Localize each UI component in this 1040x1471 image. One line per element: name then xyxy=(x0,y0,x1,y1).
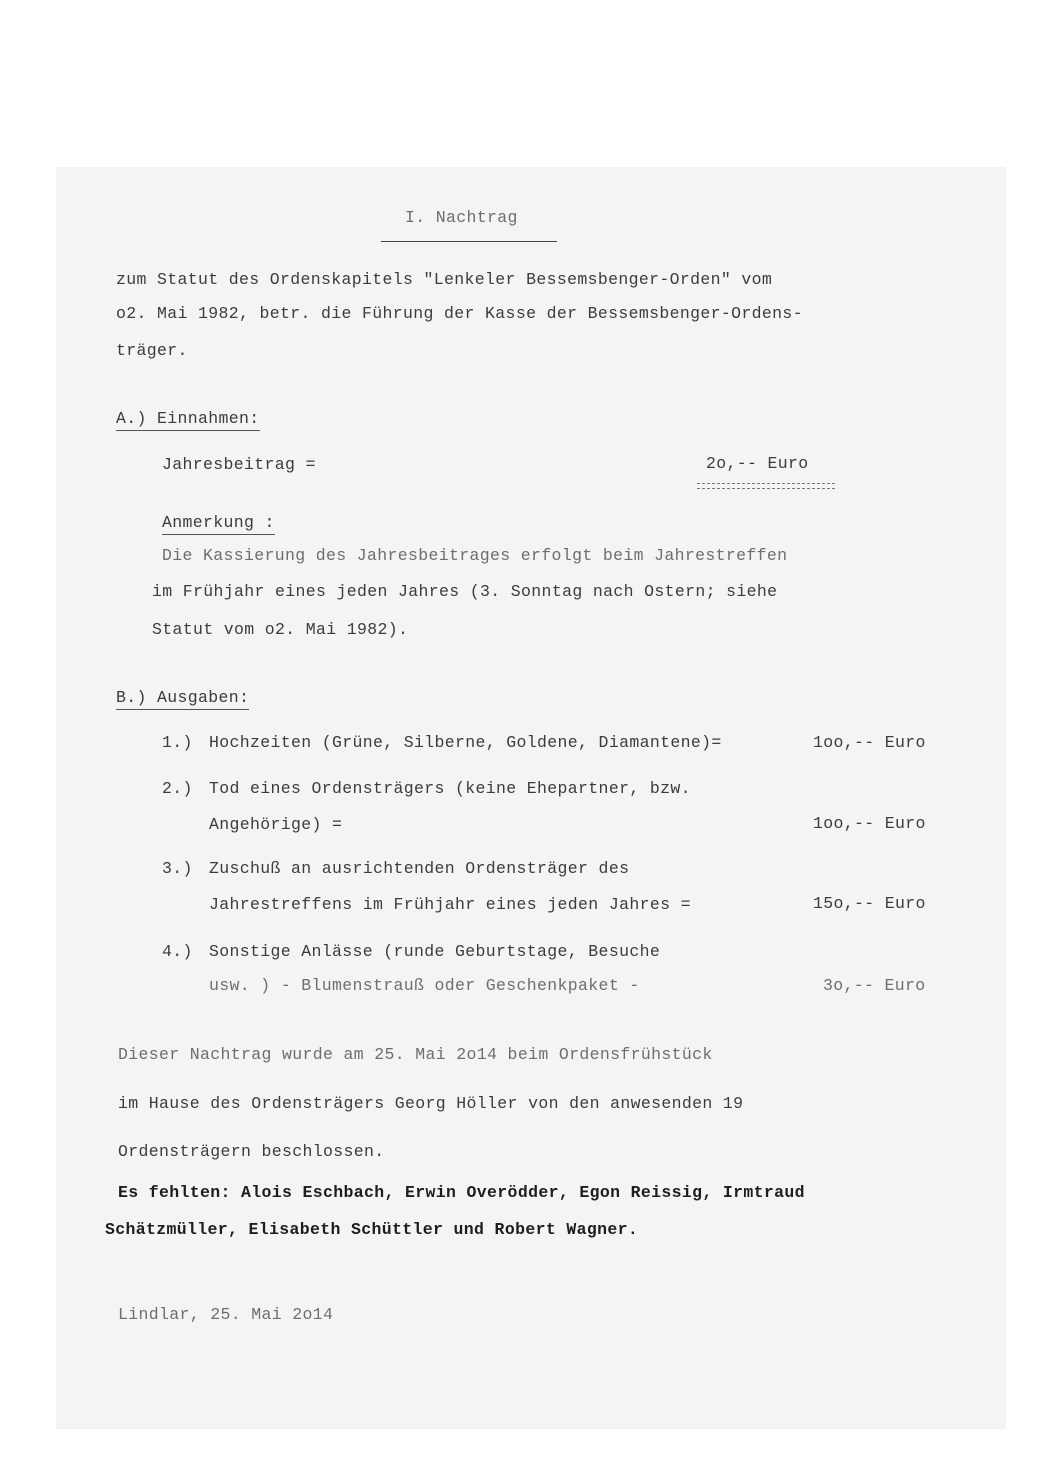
expense-1-number: 1.) xyxy=(162,733,193,752)
resolution-line-3: Ordensträgern beschlossen. xyxy=(118,1142,385,1161)
expense-1-line-1: Hochzeiten (Grüne, Silberne, Goldene, Diamantene)= xyxy=(209,733,722,752)
intro-line-2: o2. Mai 1982, betr. die Führung der Kasse der Bessemsbenger-Ordens- xyxy=(116,304,803,323)
document-title: I. Nachtrag xyxy=(405,208,518,227)
section-b-heading: B.) Ausgaben: xyxy=(116,688,249,710)
expense-4-number: 4.) xyxy=(162,942,193,961)
expense-4-amount: 3o,-- Euro xyxy=(823,976,926,995)
resolution-line-2: im Hause des Ordensträgers Georg Höller von den anwesenden 19 xyxy=(118,1094,744,1113)
expense-2-number: 2.) xyxy=(162,779,193,798)
expense-3-number: 3.) xyxy=(162,859,193,878)
note-line-3: Statut vom o2. Mai 1982). xyxy=(152,620,409,639)
resolution-line-1: Dieser Nachtrag wurde am 25. Mai 2o14 beim Ordensfrühstück xyxy=(118,1045,713,1064)
section-a-heading: A.) Einnahmen: xyxy=(116,409,260,431)
title-underline xyxy=(381,241,557,242)
expense-2-line-2: Angehörige) = xyxy=(209,815,343,834)
expense-1-amount: 1oo,-- Euro xyxy=(813,733,926,752)
expense-2-line-1: Tod eines Ordensträgers (keine Ehepartner, bzw. xyxy=(209,779,691,798)
intro-line-1: zum Statut des Ordenskapitels "Lenkeler Bessemsbenger-Orden" vom xyxy=(116,270,773,289)
annual-fee-double-underline xyxy=(697,483,835,489)
expense-3-amount: 15o,-- Euro xyxy=(813,894,926,913)
expense-4-line-2: usw. ) - Blumenstrauß oder Geschenkpaket - xyxy=(209,976,640,995)
expense-3-line-2: Jahrestreffens im Frühjahr eines jeden Jahres = xyxy=(209,895,691,914)
note-line-2: im Frühjahr eines jeden Jahres (3. Sonntag nach Ostern; siehe xyxy=(152,582,778,601)
expense-2-amount: 1oo,-- Euro xyxy=(813,814,926,833)
annual-fee-amount: 2o,-- Euro xyxy=(706,454,809,473)
expense-4-line-1: Sonstige Anlässe (runde Geburtstage, Besuche xyxy=(209,942,661,961)
annual-fee-label: Jahresbeitrag = xyxy=(162,455,316,474)
place-and-date: Lindlar, 25. Mai 2o14 xyxy=(118,1305,334,1324)
intro-line-3: träger. xyxy=(116,341,188,360)
absent-line-1: Es fehlten: Alois Eschbach, Erwin Overödder, Egon Reissig, Irmtraud xyxy=(118,1183,805,1202)
absent-line-2: Schätzmüller, Elisabeth Schüttler und Robert Wagner. xyxy=(105,1220,639,1239)
note-heading: Anmerkung : xyxy=(162,513,275,535)
note-line-1: Die Kassierung des Jahresbeitrages erfolgt beim Jahrestreffen xyxy=(162,546,788,565)
expense-3-line-1: Zuschuß an ausrichtenden Ordensträger des xyxy=(209,859,630,878)
